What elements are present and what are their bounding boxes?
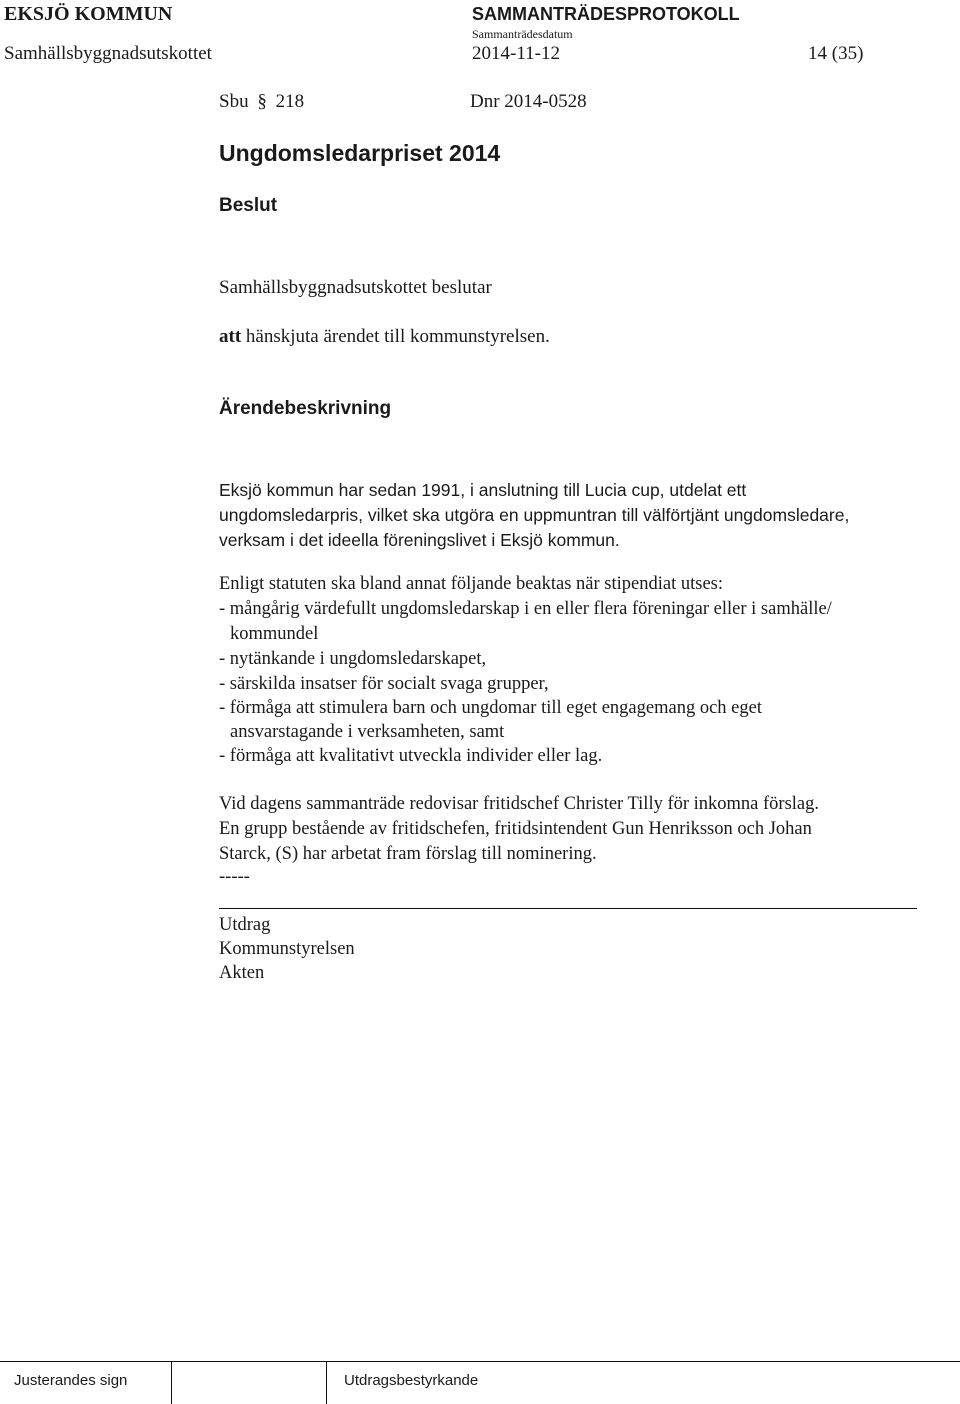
paragraph-2-line: Enligt statuten ska bland annat följande beaktas när stipendiat utses: [219,574,723,594]
signature-label: Justerandes sign [14,1372,128,1389]
distribution-recipient: Akten [219,963,265,983]
divider [219,908,917,909]
section-sign-icon: § [257,91,267,112]
decision-heading: Beslut [219,195,278,216]
diary-number: Dnr 2014-0528 [470,91,587,112]
meeting-date: 2014-11-12 [472,43,560,64]
document-type: SAMMANTRÄDESPROTOKOLL [472,4,740,24]
description-heading: Ärendebeskrivning [219,398,392,419]
criteria-item: - förmåga att stimulera barn och ungdomar till eget engagemang och eget [219,698,762,718]
paragraph-1-line: verksam i det ideella föreningslivet i Eksjö kommun. [219,530,620,550]
footer-column-divider [171,1361,172,1404]
paragraph-1-line: ungdomsledarpris, vilket ska utgöra en uppmuntran till välförtjänt ungdomsledare, [219,505,850,525]
paragraph-3-line: En grupp bestående av fritidschefen, fritidsintendent Gun Henriksson och Johan [219,819,812,839]
paragraph-3-line: Vid dagens sammanträde redovisar fritidschef Christer Tilly för inkomna förslag. [219,794,820,814]
criteria-item: - nytänkande i ungdomsledarskapet, [219,649,487,669]
organization-name: EKSJÖ KOMMUN [4,3,173,25]
case-number [219,91,304,113]
decision-text [219,326,550,348]
footer-divider [0,1361,960,1362]
certification-label: Utdragsbestyrkande [344,1372,479,1389]
criteria-item: - förmåga att kvalitativt utveckla individer eller lag. [219,746,603,766]
sbu-prefix: Sbu [219,91,249,112]
criteria-item: - särskilda insatser för socialt svaga grupper, [219,674,549,694]
department-name: Samhällsbyggnadsutskottet [4,43,212,64]
paragraph-3-line: Starck, (S) har arbetat fram förslag till nominering. [219,844,597,864]
dash-separator: ----- [219,867,250,887]
att-text: hänskjuta ärendet till kommunstyrelsen. [241,326,550,347]
sbu-number: 218 [275,91,305,112]
criteria-item-continued: kommundel [230,624,319,644]
page-title: Ungdomsledarpriset 2014 [219,140,501,166]
date-label: Sammanträdesdatum [472,27,573,41]
criteria-item: - mångårig värdefullt ungdomsledarskap i en eller flera föreningar eller i samhälle/ [219,599,832,619]
paragraph-1-line: Eksjö kommun har sedan 1991, i anslutning till Lucia cup, utdelat ett [219,480,747,500]
att-word: att [219,326,242,347]
decision-intro: Samhällsbyggnadsutskottet beslutar [219,277,492,298]
distribution-recipient: Kommunstyrelsen [219,939,355,959]
footer-column-divider [326,1361,327,1404]
criteria-item-continued: ansvarstagande i verksamheten, samt [230,722,505,742]
page-number: 14 (35) [808,43,864,64]
distribution-heading: Utdrag [219,915,271,935]
